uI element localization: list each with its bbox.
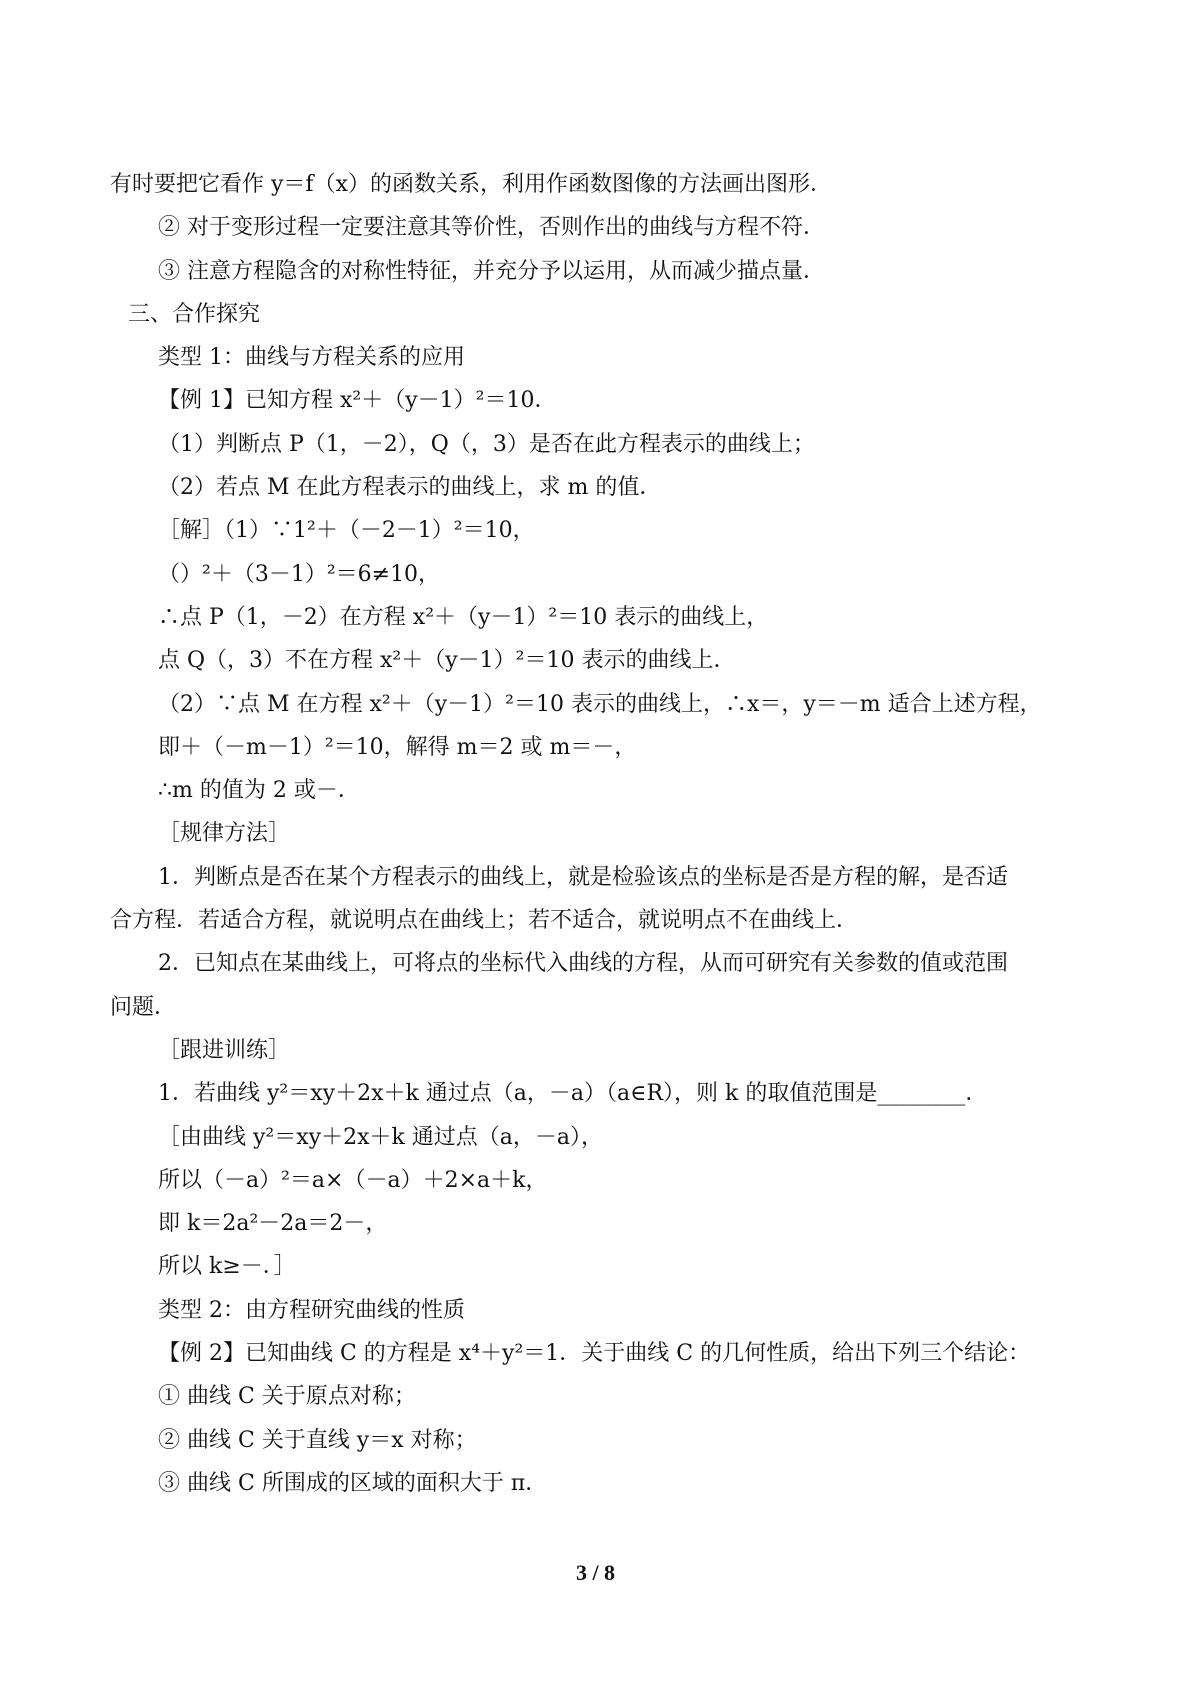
solution-line: 所以 k≥－．］ xyxy=(158,1254,296,1280)
text-line: 问题． xyxy=(110,994,177,1020)
solution-line: （）²＋（3－1）²＝6≠10， xyxy=(158,561,441,587)
text-line: （2）若点 M 在此方程表示的曲线上，求 m 的值． xyxy=(158,475,662,501)
text-line: （1）判断点 P（1，－2），Q（，3）是否在此方程表示的曲线上； xyxy=(158,431,815,457)
conclusion-line: ① 曲线 C 关于原点对称； xyxy=(158,1384,416,1410)
solution-line: ∴点 P（1，－2）在方程 x²＋（y－1）²＝10 表示的曲线上， xyxy=(158,604,769,630)
practice-heading: ［跟进训练］ xyxy=(158,1037,291,1063)
text-line: 合方程．若适合方程，就说明点在曲线上；若不适合，就说明点不在曲线上． xyxy=(110,908,859,934)
method-heading: ［规律方法］ xyxy=(158,821,291,847)
section-heading: 三、合作探究 xyxy=(128,301,261,327)
text-line: ③ 注意方程隐含的对称性特征，并充分予以运用，从而减少描点量． xyxy=(158,258,825,284)
text-line: 2．已知点在某曲线上，可将点的坐标代入曲线的方程，从而可研究有关参数的值或范围 xyxy=(158,951,1008,977)
type-heading: 类型 1：曲线与方程关系的应用 xyxy=(158,345,465,371)
solution-line: 点 Q（，3）不在方程 x²＋（y－1）²＝10 表示的曲线上． xyxy=(158,648,736,674)
conclusion-line: ③ 曲线 C 所围成的区域的面积大于 π． xyxy=(158,1470,548,1496)
text-line: ② 对于变形过程一定要注意其等价性，否则作出的曲线与方程不符． xyxy=(158,215,825,241)
text-line: 有时要把它看作 y＝f（x）的函数关系，利用作函数图像的方法画出图形． xyxy=(110,172,832,197)
solution-line: 即 k＝2a²－2a＝2－， xyxy=(158,1211,388,1237)
solution-line: 所以（－a）²＝a×（－a）＋2×a＋k， xyxy=(158,1167,548,1193)
solution-line: ［由曲线 y²＝xy＋2x＋k 通过点（a，－a）， xyxy=(158,1124,604,1150)
page-number: 3 / 8 xyxy=(575,1560,616,1585)
solution-line: 即＋（－m－1）²＝10，解得 m＝2 或 m＝－， xyxy=(158,734,637,760)
exercise-line: 1．若曲线 y²＝xy＋2x＋k 通过点（a，－a）（a∈R），则 k 的取值范围是________． xyxy=(158,1081,988,1107)
solution-line: ∴m 的值为 2 或－． xyxy=(158,778,360,804)
page-body xyxy=(110,163,1090,1505)
text-line: 1．判断点是否在某个方程表示的曲线上，就是检验该点的坐标是否是方程的解，是否适 xyxy=(158,864,1008,890)
solution-line: （2）∵点 M 在方程 x²＋（y－1）²＝10 表示的曲线上，∴x＝，y＝－m 适合上述方程， xyxy=(158,691,1042,717)
conclusion-line: ② 曲线 C 关于直线 y＝x 对称； xyxy=(158,1427,477,1453)
solution-line: ［解］（1）∵1²＋（－2－1）²＝10， xyxy=(158,518,535,544)
example-heading: 【例 2】已知曲线 C 的方程是 x⁴＋y²＝1．关于曲线 C 的几何性质，给出下列三个结论： xyxy=(158,1341,1031,1367)
type-heading: 类型 2：由方程研究曲线的性质 xyxy=(158,1297,465,1323)
example-heading: 【例 1】已知方程 x²＋（y－1）²＝10． xyxy=(158,388,557,414)
